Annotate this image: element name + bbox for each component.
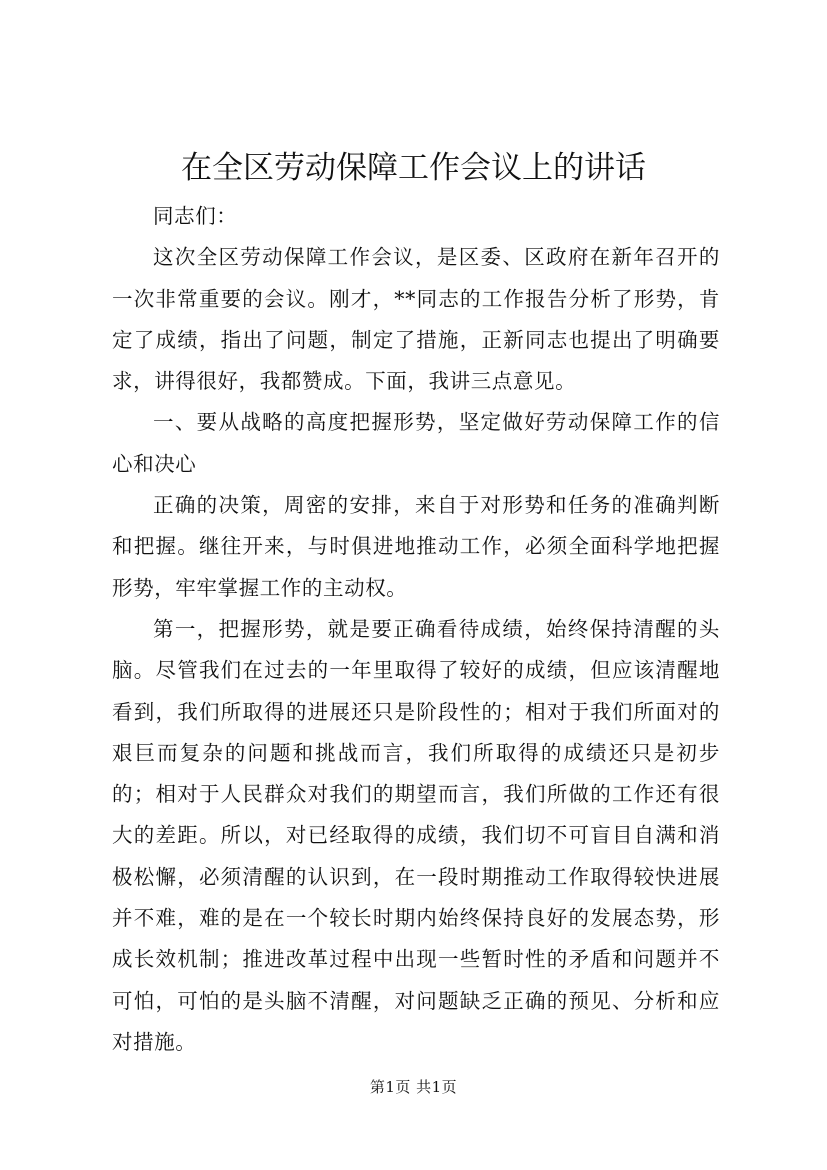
- document-title: 在全区劳动保障工作会议上的讲话: [181, 150, 646, 186]
- document-body: [112, 196, 720, 1063]
- salutation-paragraph: 同志们：: [153, 204, 238, 228]
- page-footer: 第1页 共1页: [369, 1078, 458, 1096]
- body-paragraph: 第一，把握形势，就是要正确看待成绩，始终保持清醒的头脑。尽管我们在过去的一年里取得了较好的成绩，但应该清醒地看到，我们所取得的进展还只是阶段性的；相对于我们所面对的艰巨而复杂的问题和挑战而言，我们所取得的成绩还只是初步的；相对于人民群众对我们的期望而言，我们所做的工作还有很大的差距。所以，对已经取得的成绩，我们切不可盲目自满和消极松懈，必须清醒的认识到，在一段时期推动工作取得较快进展并不难，难的是在一个较长时期内始终保持良好的发展态势，形成长效机制；推进改革过程中出现一些暂时性的矛盾和问题并不可怕，可怕的是头脑不清醒，对问题缺乏正确的预见、分析和应对措施。: [112, 616, 720, 1054]
- intro-paragraph: 这次全区劳动保障工作会议，是区委、区政府在新年召开的一次非常重要的会议。刚才，**同志的工作报告分析了形势，肯定了成绩，指出了问题，制定了措施，正新同志也提出了明确要求，讲得很好，我都赞成。下面，我讲三点意见。: [112, 245, 720, 394]
- section-heading-paragraph: 一、要从战略的高度把握形势，坚定做好劳动保障工作的信心和决心: [112, 410, 720, 476]
- body-paragraph: 正确的决策，周密的安排，来自于对形势和任务的准确判断和把握。继往开来，与时俱进地推动工作，必须全面科学地把握形势，牢牢掌握工作的主动权。: [112, 493, 720, 600]
